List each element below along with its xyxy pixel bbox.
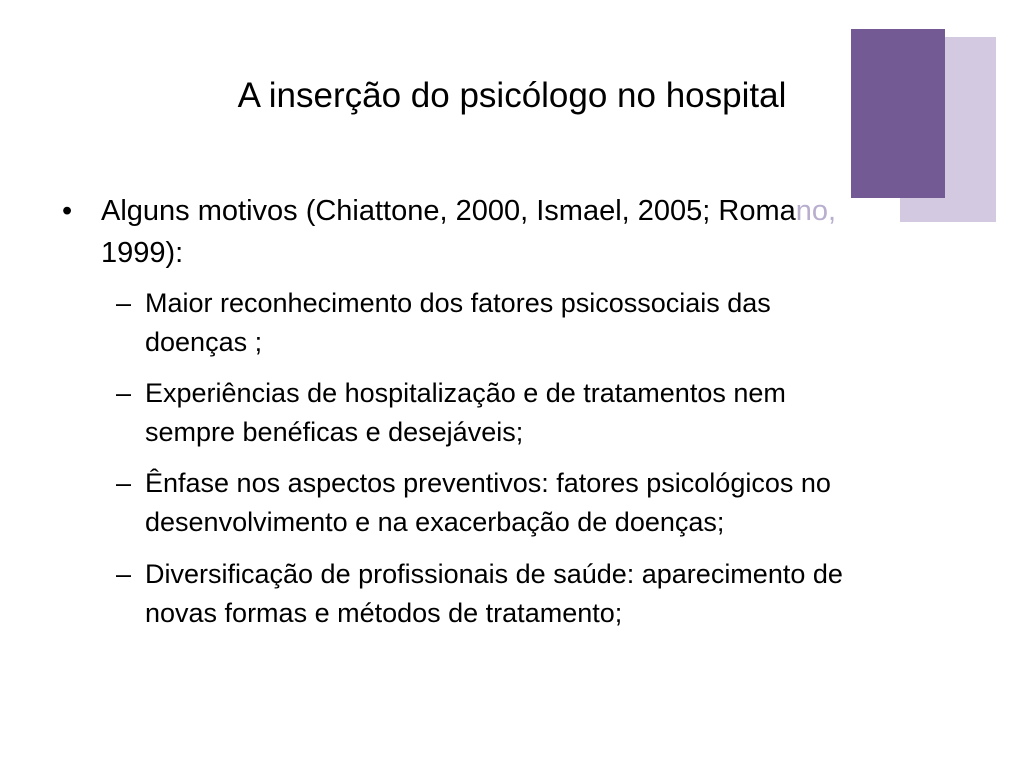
- sub-item-text: [145, 374, 965, 452]
- sub-item-line-1: Ênfase nos aspectos preventivos: fatores psicológicos no: [145, 468, 831, 498]
- dash-marker: –: [116, 378, 132, 408]
- slide-title: A inserção do psicólogo no hospital: [237, 76, 787, 115]
- dash-marker: –: [116, 559, 132, 589]
- sub-item-line-2: sempre benéficas e desejáveis;: [145, 417, 524, 447]
- sub-item-line-2: novas formas e métodos de tratamento;: [145, 598, 623, 628]
- sub-item-line-1: Experiências de hospitalização e de tratamentos nem: [145, 378, 786, 408]
- main-bullet-line-1-overlap: no,: [795, 195, 837, 227]
- sub-item-line-2: doenças ;: [145, 327, 263, 357]
- sub-item-line-1: Diversificação de profissionais de saúde: aparecimento de: [145, 559, 843, 589]
- dash-marker: –: [116, 288, 132, 318]
- sub-item-text: [145, 464, 965, 542]
- sub-item-text: [145, 284, 965, 362]
- sub-item-line-1: Maior reconhecimento dos fatores psicossociais das: [145, 288, 771, 318]
- main-bullet-line-1-text: Alguns motivos (Chiattone, 2000, Ismael, 2005; Roma: [101, 195, 796, 227]
- sub-item-line-2: desenvolvimento e na exacerbação de doenças;: [145, 507, 725, 537]
- bullet-marker: •: [62, 195, 73, 227]
- sub-item-text: [145, 555, 965, 633]
- main-bullet-line-2: 1999):: [101, 237, 184, 269]
- main-bullet-text: [101, 190, 961, 274]
- main-bullet-line-1: [101, 190, 961, 232]
- dash-marker: –: [116, 468, 132, 498]
